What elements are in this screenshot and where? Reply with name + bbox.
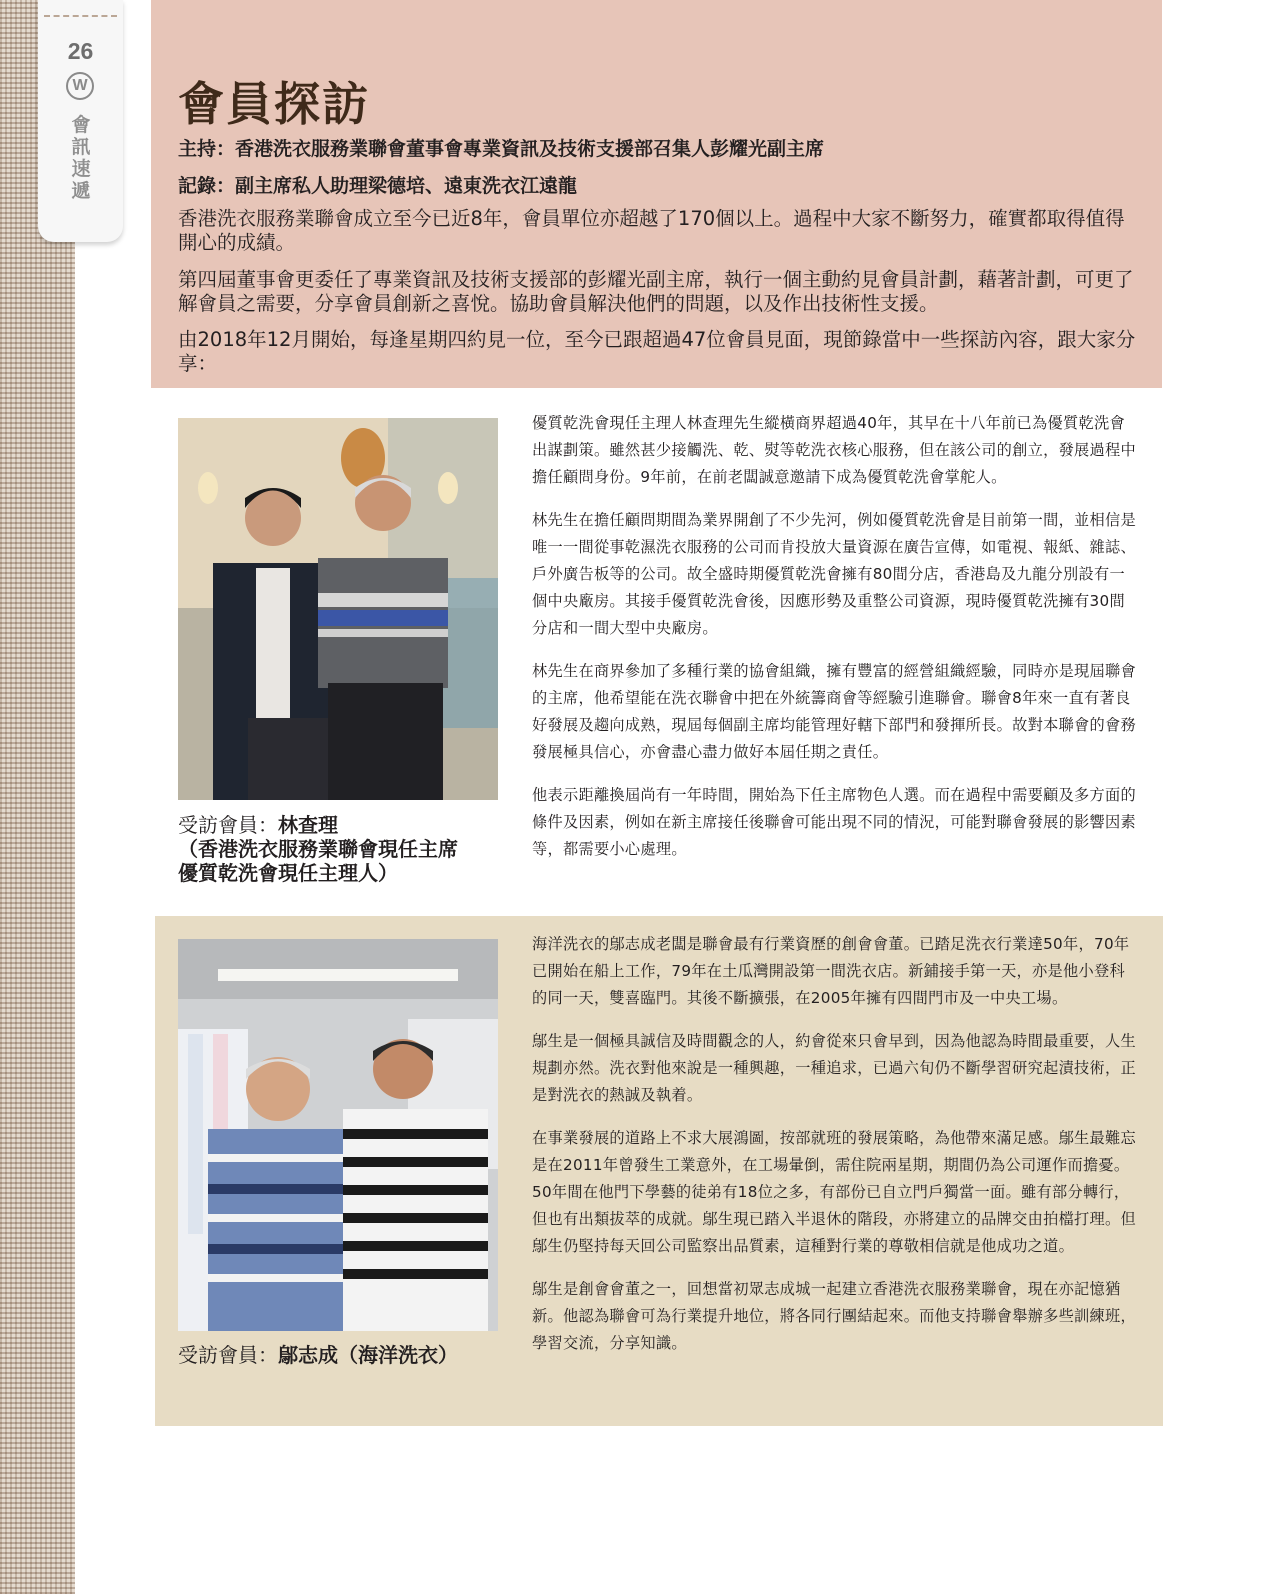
article-paragraph: 林先生在擔任顧問期間為業界開創了不少先河，例如優質乾洗會是目前第一間，並相信是唯一一間從事乾濕洗衣服務的公司而肯投放大量資源在廣告宣傳，如電視、報紙、雜誌、戶外廣告板等的公司。故全盛時期優質乾洗會擁有80間分店，香港島及九龍分別設有一個中央廠房。其接手優質乾洗會後，因應形勢及重整公司資源，現時優質乾洗擁有30間分店和一間大型中央廠房。 — [532, 511, 1137, 637]
interview-photo-2 — [178, 939, 498, 1331]
page-title: 會員探訪 — [178, 77, 370, 131]
host-line: 主持：香港洗衣服務業聯會董事會專業資訊及技術支援部召集人彭耀光副主席 — [178, 138, 825, 160]
photo-illustration — [178, 939, 498, 1331]
intro-box — [151, 0, 1162, 388]
interview-2-text — [532, 931, 1138, 1373]
article-paragraph: 鄔生是一個極具誠信及時間觀念的人，約會從來只會早到，因為他認為時間最重要，人生規劃亦然。洗衣對他來說是一種興趣，一種追求，已過六旬仍不斷學習研究起漬技術，正是對洗衣的熱誠及執着。 — [532, 1032, 1137, 1104]
page-number: 26 — [67, 38, 94, 64]
interview-photo-1 — [178, 418, 498, 800]
caption-name: 林查理 — [278, 813, 338, 837]
section-label: 會訊速遞 — [71, 114, 91, 202]
caption-prefix: 受訪會員： — [178, 813, 278, 837]
interview-1-caption — [178, 813, 518, 885]
intro-paragraph: 第四屆董事會更委任了專業資訊及技術支援部的彭耀光副主席，執行一個主動約見會員計劃，藉著計劃，可更了解會員之需要，分享會員創新之喜悅。協助會員解決他們的問題，以及作出技術性支援。 — [178, 268, 1134, 315]
article-paragraph: 林先生在商界參加了多種行業的協會組織，擁有豐富的經營組織經驗，同時亦是現屆聯會的主席，他希望能在洗衣聯會中把在外統籌商會等經驗引進聯會。聯會8年來一直有著良好發展及趨向成熟，現屆每個副主席均能管理好轄下部門和發揮所長。故對本聯會的會務發展極具信心，亦會盡心盡力做好本屆任期之責任。 — [532, 662, 1137, 761]
page-tab — [38, 0, 123, 242]
caption-prefix: 受訪會員： — [178, 1343, 278, 1367]
interview-1-text — [532, 410, 1138, 879]
intro-paragraph: 由2018年12月開始，每逢星期四約見一位，至今已跟超過47位會員見面，現節錄當中一些探訪內容，跟大家分享： — [178, 328, 1136, 375]
caption-name: 鄔志成（海洋洗衣） — [278, 1343, 458, 1367]
caption-line: （香港洗衣服務業聯會現任主席 — [178, 837, 458, 861]
record-line: 記錄：副主席私人助理梁德培、遠東洗衣江遠龍 — [178, 175, 578, 197]
article-paragraph: 鄔生是創會會董之一，回想當初眾志成城一起建立香港洗衣服務業聯會，現在亦記憶猶新。他認為聯會可為行業提升地位，將各同行團結起來。而他支持聯會舉辦多些訓練班，學習交流，分享知識。 — [532, 1280, 1137, 1352]
article-paragraph: 優質乾洗會現任主理人林查理先生縱橫商界超過40年，其早在十八年前已為優質乾洗會出謀劃策。雖然甚少接觸洗、乾、熨等乾洗衣核心服務，但在該公司的創立，發展過程中擔任顧問身份。9年前，在前老闆誠意邀請下成為優質乾洗會掌舵人。 — [532, 414, 1137, 486]
article-paragraph: 在事業發展的道路上不求大展鴻圖，按部就班的發展策略，為他帶來滿足感。鄔生最難忘是在2011年曾發生工業意外，在工場暈倒，需住院兩星期，期間仍為公司運作而擔憂。50年間在他門下學藝的徒弟有18位之多，有部份已自立門戶獨當一面。雖有部分轉行，但也有出類拔萃的成就。鄔生現已踏入半退休的階段，亦將建立的品牌交由拍檔打理。但鄔生仍堅持每天回公司監察出品質素，這種對行業的尊敬相信就是他成功之道。 — [532, 1129, 1137, 1255]
intro-paragraph: 香港洗衣服務業聯會成立至今已近8年，會員單位亦超越了170個以上。過程中大家不斷努力，確實都取得值得開心的成績。 — [178, 207, 1125, 254]
photo-illustration — [178, 418, 498, 800]
logo-icon: W — [66, 72, 94, 100]
article-paragraph: 他表示距離換屆尚有一年時間，開始為下任主席物色人選。而在過程中需要顧及多方面的條件及因素，例如在新主席接任後聯會可能出現不同的情況，可能對聯會發展的影響因素等，都需要小心處理。 — [532, 786, 1137, 858]
interview-2-caption — [178, 1343, 518, 1367]
stitch-line — [44, 15, 117, 17]
article-paragraph: 海洋洗衣的鄔志成老闆是聯會最有行業資歷的創會會董。已踏足洗衣行業達50年，70年已開始在船上工作，79年在土瓜灣開設第一間洗衣店。新鋪接手第一天，亦是他小登科的同一天，雙喜臨門。其後不斷擴張，在2005年擁有四間門市及一中央工場。 — [532, 935, 1130, 1007]
caption-line: 優質乾洗會現任主理人） — [178, 861, 398, 885]
